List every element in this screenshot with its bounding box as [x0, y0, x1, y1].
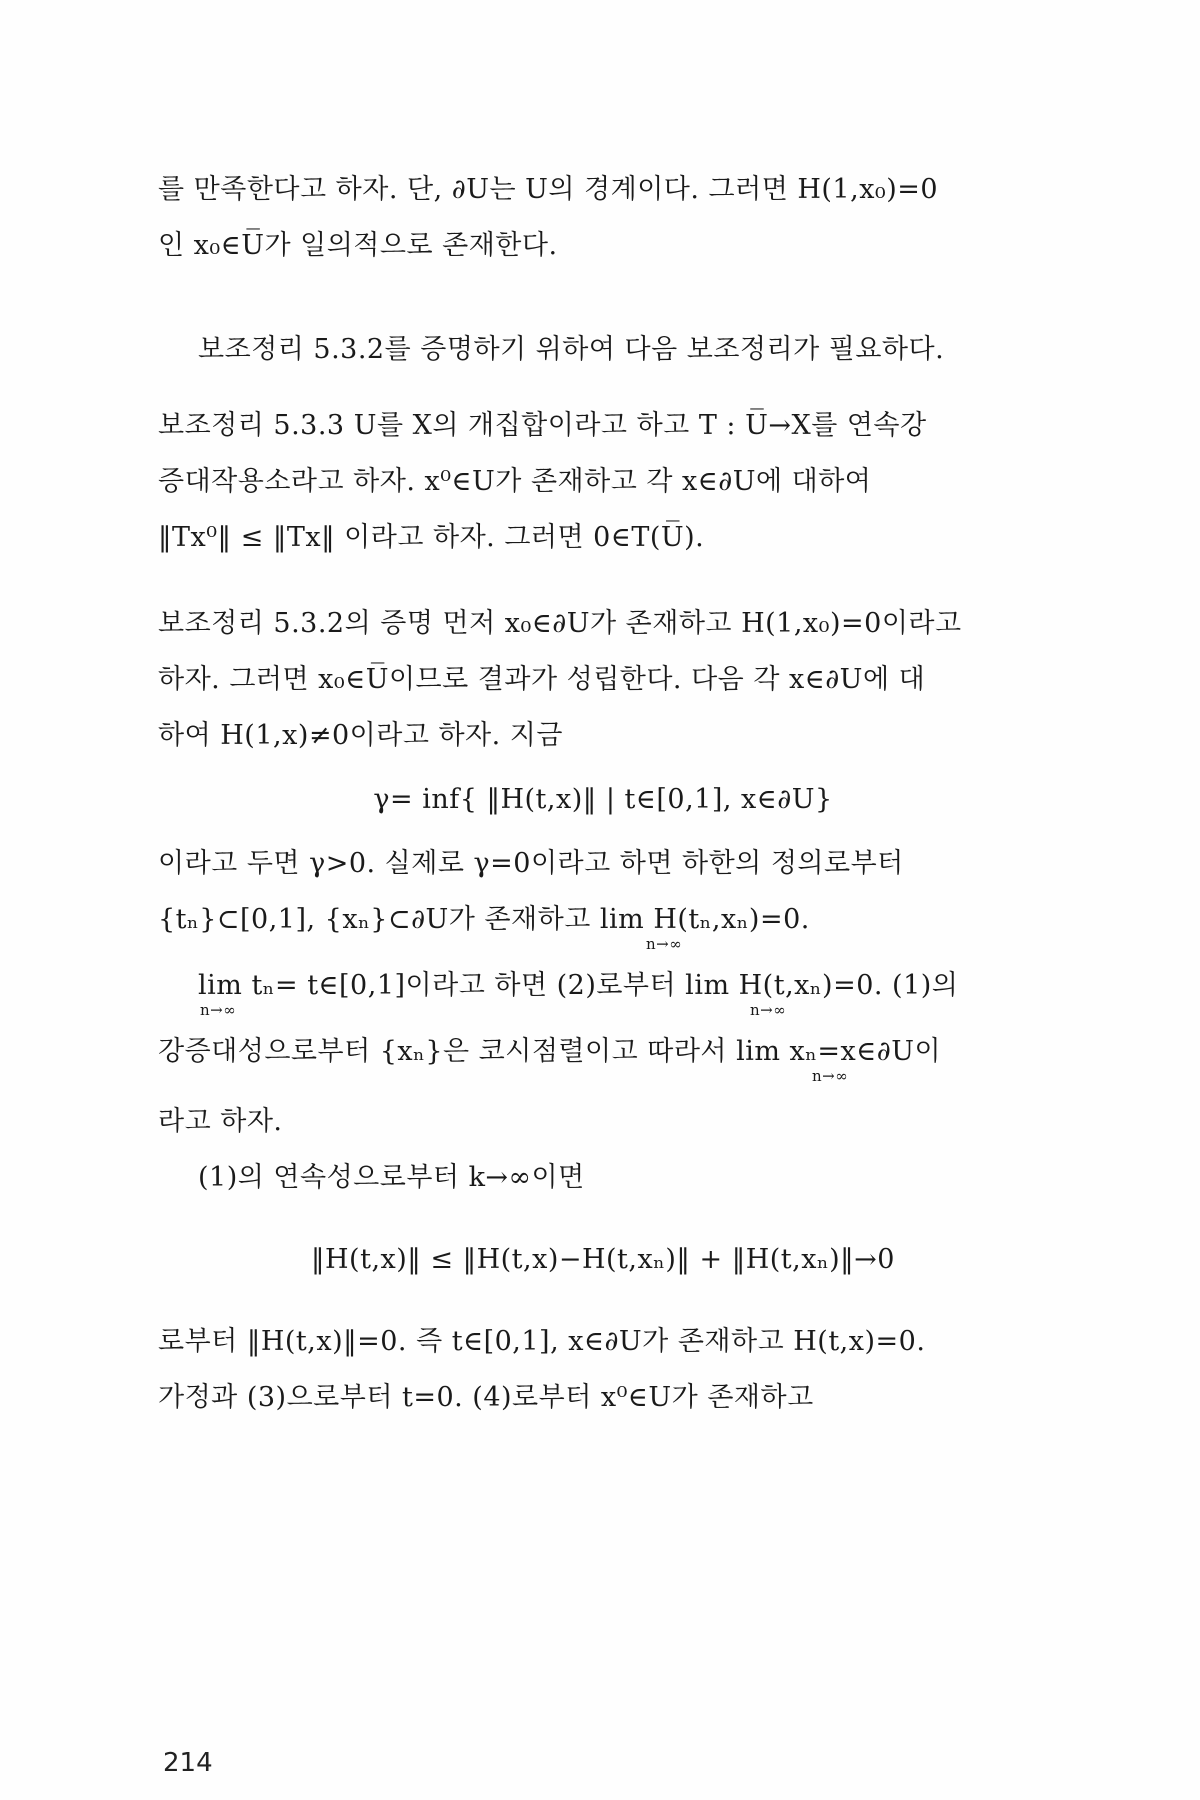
proof-line: lim tₙ= t∈[0,1]이라고 하면 (2)로부터 lim H(t,xₙ)=0. (1)의: [198, 970, 959, 1001]
limit-subscript: n→∞: [646, 935, 683, 953]
proof-line: 하자. 그러면 x₀∈U̅이므로 결과가 성립한다. 다음 각 x∈∂U에 대: [158, 664, 926, 695]
lemma-statement-line: ‖Tx⁰‖ ≤ ‖Tx‖ 이라고 하자. 그러면 0∈T(U̅).: [158, 522, 705, 553]
limit-subscript: n→∞: [750, 1001, 787, 1019]
limit-subscript: n→∞: [200, 1001, 237, 1019]
proof-line: 이라고 두면 γ>0. 실제로 γ=0이라고 하면 하한의 정의로부터: [158, 848, 904, 879]
display-equation: ‖H(t,x)‖ ≤ ‖H(t,x)−H(t,xₙ)‖ + ‖H(t,xₙ)‖→0: [311, 1244, 895, 1275]
proof-line: 하여 H(1,x)≠0이라고 하자. 지금: [158, 720, 563, 751]
proof-line: {tₙ}⊂[0,1], {xₙ}⊂∂U가 존재하고 lim H(tₙ,xₙ)=0.: [158, 904, 810, 935]
display-equation: γ= inf{ ‖H(t,x)‖ | t∈[0,1], x∈∂U}: [373, 784, 833, 815]
lemma-statement-line: 증대작용소라고 하자. x⁰∈U가 존재하고 각 x∈∂U에 대하여: [158, 466, 872, 497]
text-line: 인 x₀∈U̅가 일의적으로 존재한다.: [158, 230, 558, 261]
lemma-statement-line: 보조정리 5.3.3 U를 X의 개집합이라고 하고 T : U̅→X를 연속강: [158, 410, 927, 441]
page-number: 214: [163, 1748, 213, 1778]
proof-line: 보조정리 5.3.2의 증명 먼저 x₀∈∂U가 존재하고 H(1,x₀)=0이라고: [158, 608, 962, 639]
proof-line: 가정과 (3)으로부터 t=0. (4)로부터 x⁰∈U가 존재하고: [158, 1382, 814, 1413]
proof-line: 라고 하자.: [158, 1106, 283, 1137]
proof-line: 강증대성으로부터 {xₙ}은 코시점렬이고 따라서 lim xₙ=x∈∂U이: [158, 1036, 942, 1067]
limit-subscript: n→∞: [812, 1067, 849, 1085]
proof-line: 로부터 ‖H(t,x)‖=0. 즉 t∈[0,1], x∈∂U가 존재하고 H(t,x)=0.: [158, 1326, 926, 1357]
proof-line: (1)의 연속성으로부터 k→∞이면: [198, 1162, 585, 1193]
text-line: 를 만족한다고 하자. 단, ∂U는 U의 경계이다. 그러면 H(1,x₀)=0: [158, 174, 939, 205]
text-line: 보조정리 5.3.2를 증명하기 위하여 다음 보조정리가 필요하다.: [198, 334, 945, 365]
